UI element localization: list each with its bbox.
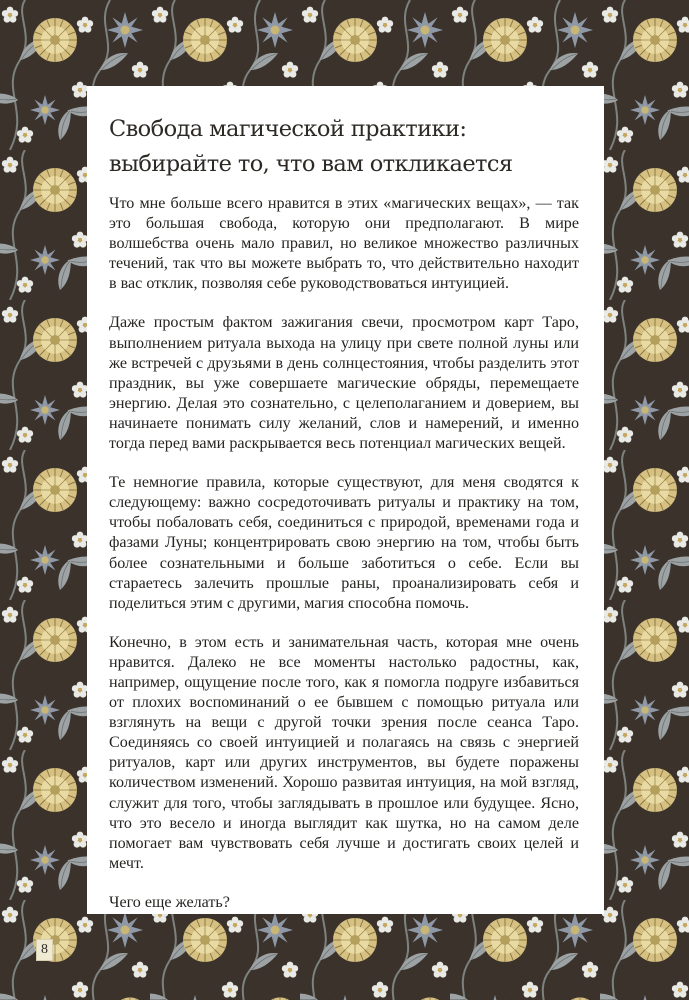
paragraph-3: Те немногие правила, которые существуют, для меня сводятся к следующему: важно сосредоточивать ритуалы и практику на том, чтобы побаловать себя, соединиться с природой, временами года и фазами Луны; концентрировать свою энергию на том, чтобы быть более сознательными и больше заботиться о себе. Если вы стараетесь залечить прошлые раны, проанализировать себя и поделиться этим с другими, магия способна помочь. (109, 474, 579, 612)
paragraph-5: Чего еще желать? (109, 893, 230, 911)
paragraph-4: Конечно, в этом есть и занимательная часть, которая мне очень нравится. Далеко не все моменты настолько радостны, как, например, ощущение после того, как я помогла подруге избавиться от плохих воспоминаний о ее бывшем с помощью ритуала или взглянуть на вещи с другой точки зрения после сеанса Таро. Соединяясь со своей интуицией и полагаясь на связь с энергией ритуалов, карт или других инструментов, вы будете поражены количеством изменений. Хорошо развитая интуиция, на мой взгляд, служит для того, чтобы заглядывать в прошлое или будущее. Ясно, что это весело и иногда выглядит как шутка, но на самом деле помогает вам чувствовать себя лучше и достигать своих целей и мечт. (109, 633, 579, 872)
paragraph-2: Даже простым фактом зажигания свечи, просмотром карт Таро, выполнением ритуала выхода на улицу при свете полной луны или же встречей с друзьями в день солнцестояния, чтобы разделить этот праздник, вы уже совершаете магические обряды, перемещаете энергию. Делая это сознательно, с целеполаганием и доверием, вы начинаете понимать силу желаний, слов и намерений, и именно тогда перед вами раскрывается весь потенциал магических вещей. (109, 314, 579, 453)
text-page (87, 86, 604, 914)
page-number: 8 (36, 939, 53, 961)
paragraph-1: Что мне больше всего нравится в этих «магических вещах», — так это большая свобода, которую они предполагают. В мире волшебства очень мало правил, но великое множество различных течений, так что вы можете выбрать то, что действительно находит в вас отклик, позволяя себе руководствоваться интуицией. (109, 195, 579, 293)
page-heading: Свобода магической практики: выбирайте то, что вам откликается (109, 116, 513, 177)
